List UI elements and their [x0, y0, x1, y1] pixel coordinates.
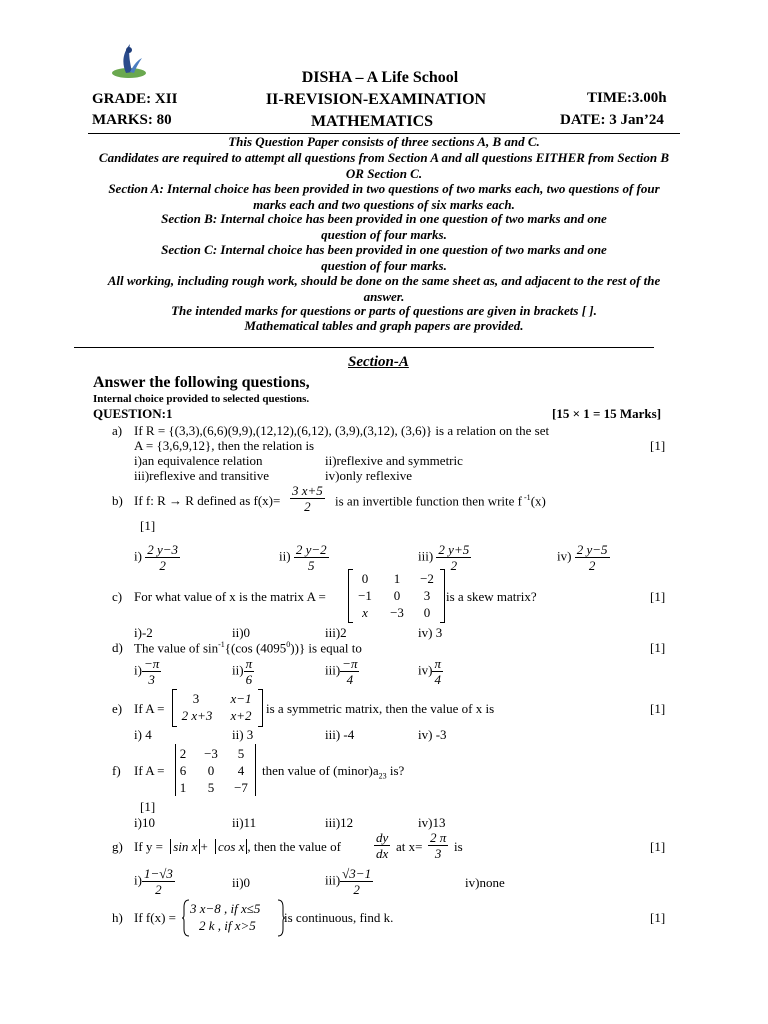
grade-label: GRADE: XII: [92, 91, 178, 107]
school-logo: [108, 40, 150, 82]
qb-label: b): [112, 493, 123, 508]
instruction-5: Section C: Internal choice has been provided in one question of two marks and one question of four marks.: [161, 242, 607, 273]
qf-bar-right: [255, 744, 256, 796]
qa-option-1: i)an equivalence relation: [134, 453, 263, 468]
qd-marks: [1]: [650, 640, 666, 655]
qh-case-1: 3 x−8 , if x≤5: [190, 901, 261, 916]
qg-label: g): [112, 839, 123, 854]
qb-marks: [1]: [140, 518, 156, 533]
qg-option-3: iii) $\frac{√3-1}{2}$: [325, 866, 372, 897]
qc-text: For what value of x is the matrix A =: [134, 589, 326, 604]
qd-option-4: iv) $\frac{\pi}{4}$: [418, 656, 441, 687]
qe-label: e): [112, 701, 123, 716]
qe-option-1: i) 4: [134, 727, 152, 742]
instruction-3: Section A: Internal choice has been provided in two questions of two marks each, two questions of four marks each and two questions of six marks each.: [108, 181, 660, 212]
qc-option-2: ii)0: [232, 625, 251, 640]
qd-label: d): [112, 640, 123, 655]
qg-xvalue: $\frac{2 \pi}{3}$: [430, 830, 447, 861]
qa-marks: [1]: [650, 438, 666, 453]
qb-option-4: iv) $\frac{2 y-5}{2}$: [557, 542, 608, 573]
qg-derivative: $\frac{dy}{dx}$: [376, 830, 389, 861]
qb-option-3: iii) $\frac{2 y+5}{2}$: [418, 542, 470, 573]
instruction-2: Candidates are required to attempt all questions from Section A and all questions EITHER from Section B OR Section C.: [98, 150, 670, 181]
exam-title: II-REVISION-EXAMINATION: [265, 91, 487, 108]
question-marks: [15 × 1 = 15 Marks]: [552, 406, 662, 421]
qe-text: If A =: [134, 701, 165, 716]
qg-option-1: i) $\frac{1-√3}{2}$: [134, 866, 173, 897]
qe-text-post: is a symmetric matrix, then the value of x is: [266, 701, 495, 716]
qf-option-4: iv)13: [418, 815, 446, 830]
qe-option-2: ii) 3: [232, 727, 254, 742]
instruction-8: Mathematical tables and graph papers are provided.: [244, 318, 524, 333]
qb-text-post: is an invertible function then write f $^{-1}$(x): [335, 493, 546, 509]
qb-option-1: i) $\frac{2 y-3}{2}$: [134, 542, 178, 573]
qf-option-2: ii)11: [232, 815, 257, 830]
date-label: DATE: 3 Jan’24: [560, 112, 664, 128]
qh-text: If f(x) =: [134, 910, 176, 925]
qa-option-2: ii)reflexive and symmetric: [325, 453, 463, 468]
qg-option-2: ii)0: [232, 875, 251, 890]
qa-option-4: iv)only reflexive: [325, 468, 412, 483]
instruction-6: All working, including rough work, should be done on the same sheet as, and adjacent to the rest of the answer.: [107, 273, 661, 304]
section-rule: [74, 347, 654, 348]
qa-label: a): [112, 423, 123, 438]
qf-marks: [1]: [140, 799, 156, 814]
qb-text: If f: R → R defined as f(x)=: [134, 493, 281, 508]
qh-text-post: is continuous, find k.: [284, 910, 394, 925]
section-heading: Answer the following questions,: [93, 374, 310, 391]
qc-bracket-right: [440, 569, 445, 623]
qe-marks: [1]: [650, 701, 666, 716]
marks-label: MARKS: 80: [92, 112, 172, 128]
instruction-4: Section B: Internal choice has been provided in one question of two marks and one question of four marks.: [161, 211, 607, 242]
qf-option-1: i)10: [134, 815, 155, 830]
qf-label: f): [112, 763, 121, 778]
qc-label: c): [112, 589, 123, 604]
instruction-1: This Question Paper consists of three sections A, B and C.: [228, 134, 540, 149]
qf-option-3: iii)12: [325, 815, 354, 830]
qg-marks: [1]: [650, 839, 666, 854]
time-label: TIME:3.00h: [587, 90, 667, 106]
qh-marks: [1]: [650, 910, 666, 925]
qc-marks: [1]: [650, 589, 666, 604]
qe-option-3: iii) -4: [325, 727, 355, 742]
qb-fraction: $\frac{3 x+5}{2}$: [292, 483, 323, 514]
instruction-7: The intended marks for questions or parts of questions are given in brackets [ ].: [171, 303, 597, 318]
qc-option-3: iii)2: [325, 625, 347, 640]
qc-bracket-left: [348, 569, 353, 623]
qa-option-3: iii)reflexive and transitive: [134, 468, 270, 483]
qg-option-4: iv)none: [465, 875, 505, 890]
qe-bracket-right: [258, 689, 263, 727]
section-note: Internal choice provided to selected questions.: [93, 393, 310, 405]
qg-at: at x=: [396, 839, 423, 854]
qd-option-2: ii) $\frac{\pi}{6}$: [232, 656, 253, 687]
qe-option-4: iv) -3: [418, 727, 447, 742]
qg-is: is: [454, 839, 463, 854]
qf-text-post: then value of $(minor)a_{23}$ is?: [262, 763, 405, 781]
qh-case-2: 2 k , if x>5: [199, 918, 256, 933]
section-title: Section-A: [348, 354, 409, 370]
qa-line1: If R = {(3,3),(6,6)(9,9),(12,12),(6,12), (3,9),(3,12), (3,6)} is a relation on the set: [134, 423, 550, 438]
qh-label: h): [112, 910, 123, 925]
qb-option-2: ii) $\frac{2 y-2}{5}$: [279, 542, 327, 573]
qd-text: The value of $\sin^{-1}\{(\cos$ (4095$^0$))} is equal to: [134, 640, 362, 656]
question-label: QUESTION:1: [93, 406, 173, 421]
qg-text: If y = sin x + cos x , then the value of: [134, 839, 341, 854]
school-name: DISHA – A Life School: [301, 69, 459, 86]
subject-title: MATHEMATICS: [310, 113, 434, 130]
qc-text-post: is a skew matrix?: [446, 589, 537, 604]
qc-option-1: i)-2: [134, 625, 153, 640]
qd-option-1: i) $\frac{-\pi}{3}$: [134, 656, 160, 687]
qc-option-4: iv) 3: [418, 625, 443, 640]
qf-text: If A =: [134, 763, 165, 778]
qa-line2: A = {3,6,9,12}, then the relation is: [134, 438, 315, 453]
qd-option-3: iii) $\frac{-\pi}{4}$: [325, 656, 358, 687]
qh-brace-left: [182, 899, 190, 937]
